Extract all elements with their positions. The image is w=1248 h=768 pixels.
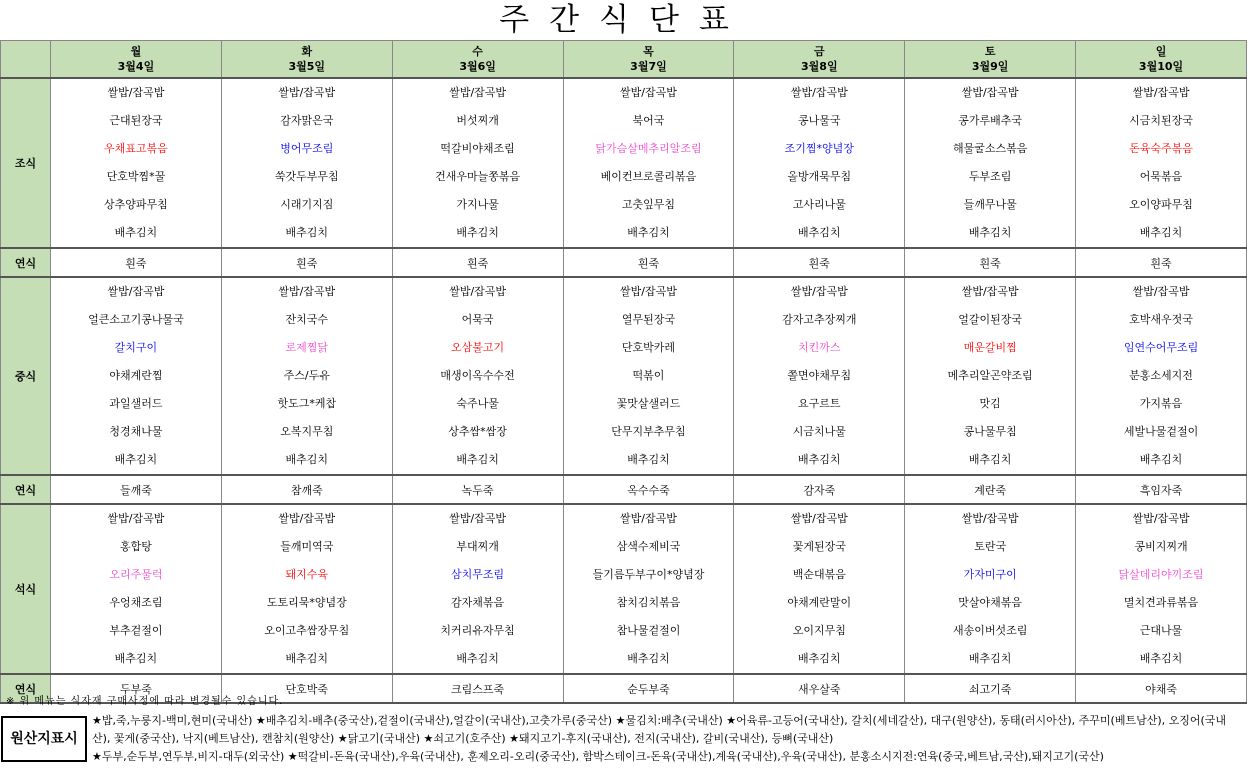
meal-cell	[563, 78, 734, 248]
menu-item: 핫도그*케찹	[277, 397, 337, 410]
snack-item: 새우살죽	[734, 674, 905, 703]
menu-item: 오리주물럭	[109, 568, 163, 581]
meal-cell	[392, 504, 563, 674]
menu-item: 북어국	[632, 114, 665, 127]
menu-item: 쫄면야채무침	[787, 369, 852, 382]
weekly-menu-table	[0, 40, 1247, 704]
snack-item: 흰죽	[1076, 248, 1247, 277]
snack-item: 흰죽	[734, 248, 905, 277]
meal-cell	[51, 277, 222, 475]
menu-item: 삼색수제비국	[616, 540, 681, 553]
menu-body	[1, 78, 1247, 703]
meal-cell	[221, 277, 392, 475]
snack-item: 크림스프죽	[392, 674, 563, 703]
menu-item: 배추김치	[1139, 652, 1183, 665]
day-name: 일	[1155, 45, 1167, 58]
menu-item: 가지나물	[456, 198, 499, 211]
snack-item: 참깨죽	[221, 475, 392, 504]
menu-item: 쌀밥/잡곡밥	[107, 512, 165, 525]
menu-item: 배추김치	[798, 453, 841, 466]
menu-item: 들깨무나물	[963, 198, 1017, 211]
origin-line-1: ★밥,죽,누룽지-백미,현미(국내산) ★배추김치-배추(중국산),겉절이(국내산),얼갈이(국내산),고춧가루(중국산) ★물김치:배추(국내산) ★어육류-고등어(국내산), 갈치(세네갈산), 대구(원양산), 동태(러시아산), 주꾸미(베트남산), 오징어(국내산), 꽃게(중국산), 낙지(베트남산), 캔참치(원양산) ★닭고기(국내산) ★쇠고기(호주산) ★돼지고기-후지(국내산), 전지(국내산), 갈비(국내산), 등뼈(국내산)	[92, 714, 1227, 745]
menu-item: 배추김치	[456, 652, 499, 665]
menu-item: 꽃맛살샐러드	[616, 397, 681, 410]
meal-row	[1, 277, 1247, 475]
menu-item: 새송이버섯조림	[952, 624, 1028, 637]
menu-item: 가지볶음	[1139, 397, 1183, 410]
menu-item: 백순대볶음	[792, 568, 846, 581]
menu-item: 청경채나물	[109, 425, 163, 438]
menu-item: 참나물겉절이	[616, 624, 681, 637]
day-date: 3월5일	[288, 60, 326, 73]
menu-item: 로제찜닭	[285, 341, 329, 354]
menu-item: 배추김치	[968, 652, 1012, 665]
origin-text	[92, 712, 1244, 766]
menu-item: 메추리알곤약조림	[947, 369, 1033, 382]
menu-item: 야채계란찜	[109, 369, 163, 382]
menu-item: 쌀밥/잡곡밥	[620, 86, 677, 99]
menu-item: 도토리묵*양념장	[266, 596, 347, 609]
snack-item: 야채죽	[1076, 674, 1247, 703]
meal-cell	[563, 277, 734, 475]
corner-cell	[1, 41, 51, 79]
meal-cell	[1076, 78, 1247, 248]
menu-item: 잔치국수	[285, 313, 329, 326]
menu-item: 임연수어무조림	[1123, 341, 1199, 354]
meal-cell	[563, 504, 734, 674]
menu-item: 두부조림	[968, 170, 1012, 183]
menu-item: 배추김치	[114, 226, 158, 239]
day-header	[563, 41, 734, 79]
menu-item: 쌀밥/잡곡밥	[961, 285, 1019, 298]
menu-item: 배추김치	[968, 453, 1012, 466]
menu-item: 얼큰소고기콩나물국	[88, 313, 184, 326]
snack-item: 감자죽	[734, 475, 905, 504]
day-header	[1076, 41, 1247, 79]
snack-item: 녹두죽	[392, 475, 563, 504]
snack-item: 계란죽	[905, 475, 1076, 504]
menu-item: 해물굴소스볶음	[952, 142, 1028, 155]
day-date: 3월6일	[459, 60, 496, 73]
menu-item: 배추김치	[798, 652, 841, 665]
day-date: 3월9일	[971, 60, 1009, 73]
menu-item: 우채표고볶음	[104, 142, 168, 155]
snack-item: 쇠고기죽	[905, 674, 1076, 703]
menu-item: 쌀밥/잡곡밥	[620, 285, 677, 298]
day-date: 3월8일	[801, 60, 838, 73]
menu-item: 오이양파무침	[1129, 198, 1193, 211]
menu-item: 고사리나물	[792, 198, 846, 211]
menu-item: 쑥갓두부무침	[274, 170, 339, 183]
menu-item: 쌀밥/잡곡밥	[1132, 512, 1190, 525]
menu-item: 닭가슴살메추리알조림	[595, 142, 702, 155]
menu-item: 감자맑은국	[280, 114, 334, 127]
menu-item: 배추김치	[285, 652, 329, 665]
menu-item: 치킨까스	[798, 341, 841, 354]
menu-item: 쌀밥/잡곡밥	[1132, 285, 1190, 298]
menu-item: 오이지무침	[792, 624, 846, 637]
menu-item: 요구르트	[798, 397, 841, 410]
menu-item: 쌀밥/잡곡밥	[278, 285, 336, 298]
menu-item: 떡볶이	[632, 369, 665, 382]
menu-item: 맛김	[979, 397, 1001, 410]
day-name: 화	[301, 45, 313, 58]
meal-cell	[1076, 277, 1247, 475]
snack-item: 흰죽	[221, 248, 392, 277]
menu-item: 부추겉절이	[109, 624, 163, 637]
menu-item: 꽃게된장국	[792, 540, 846, 553]
menu-item: 콩가루배추국	[958, 114, 1023, 127]
menu-item: 배추김치	[1139, 226, 1183, 239]
menu-item: 시금치나물	[792, 425, 846, 438]
menu-item: 병어무조림	[280, 142, 334, 155]
menu-item: 조기찜*양념장	[784, 142, 854, 155]
menu-item: 쌀밥/잡곡밥	[790, 285, 848, 298]
menu-item: 콩나물무침	[963, 425, 1017, 438]
menu-item: 주스/두유	[283, 369, 330, 382]
meal-cell	[734, 277, 905, 475]
menu-item: 세발나물겉절이	[1123, 425, 1199, 438]
menu-item: 쌀밥/잡곡밥	[449, 285, 507, 298]
day-header-row	[1, 41, 1247, 79]
menu-item: 배추김치	[627, 226, 670, 239]
menu-item: 상추쌈*쌈장	[448, 425, 507, 438]
meal-cell	[734, 78, 905, 248]
menu-item: 쌀밥/잡곡밥	[449, 512, 507, 525]
menu-item: 맛살야채볶음	[958, 596, 1023, 609]
day-header	[734, 41, 905, 79]
menu-item: 쌀밥/잡곡밥	[790, 512, 848, 525]
menu-item: 매운갈비찜	[963, 341, 1017, 354]
menu-item: 쌀밥/잡곡밥	[278, 512, 336, 525]
menu-item: 분홍소세지전	[1129, 369, 1193, 382]
menu-item: 어묵국	[461, 313, 494, 326]
menu-item: 버섯찌개	[456, 114, 499, 127]
meal-cell	[1076, 504, 1247, 674]
day-name: 목	[643, 45, 654, 58]
page-title: 주간식단표	[499, 2, 749, 38]
menu-item: 쌀밥/잡곡밥	[790, 86, 848, 99]
snack-item: 두부죽	[51, 674, 222, 703]
day-date: 3월7일	[630, 60, 667, 73]
meal-cell	[51, 78, 222, 248]
meal-cell	[905, 277, 1076, 475]
menu-item: 근대된장국	[109, 114, 163, 127]
menu-item: 고춧잎무침	[621, 198, 676, 211]
menu-item: 올방개묵무침	[787, 170, 852, 183]
menu-item: 쌀밥/잡곡밥	[449, 86, 507, 99]
menu-item: 닭살데리야끼조림	[1118, 568, 1204, 581]
meal-cell	[221, 504, 392, 674]
menu-item: 쌀밥/잡곡밥	[107, 285, 165, 298]
menu-item: 치커리유자무침	[440, 624, 515, 637]
menu-item: 갈치구이	[114, 341, 158, 354]
menu-item: 오복지무침	[280, 425, 334, 438]
menu-item: 건새우마늘쫑볶음	[435, 170, 521, 183]
menu-item: 단호박찜*꿀	[106, 170, 166, 183]
day-date: 3월10일	[1138, 60, 1184, 73]
menu-item: 근대나물	[1139, 624, 1183, 637]
menu-item: 배추김치	[285, 453, 329, 466]
menu-item: 숙주나물	[456, 397, 499, 410]
meal-cell	[734, 504, 905, 674]
snack-item: 흰죽	[905, 248, 1076, 277]
day-header	[905, 41, 1076, 79]
day-name: 금	[813, 45, 825, 58]
menu-item: 쌀밥/잡곡밥	[1132, 86, 1190, 99]
meal-cell	[905, 504, 1076, 674]
menu-item: 토란국	[974, 540, 1007, 553]
menu-item: 떡갈비야채조림	[440, 142, 515, 155]
meal-row	[1, 78, 1247, 248]
menu-item: 배추김치	[456, 226, 499, 239]
menu-item: 열무된장국	[621, 313, 676, 326]
menu-item: 돈육숙주볶음	[1129, 142, 1193, 155]
menu-item: 감자채볶음	[451, 596, 505, 609]
meal-label: 연식	[1, 248, 51, 277]
meal-label: 석식	[1, 504, 51, 674]
menu-item: 배추김치	[114, 453, 158, 466]
menu-item: 콩나물국	[798, 114, 841, 127]
menu-item: 참치김치볶음	[616, 596, 681, 609]
menu-item: 호박새우젓국	[1129, 313, 1193, 326]
snack-item: 단호박죽	[221, 674, 392, 703]
menu-item: 우엉채조림	[109, 596, 163, 609]
meal-row	[1, 504, 1247, 674]
menu-item: 콩비지찌개	[1134, 540, 1188, 553]
menu-item: 시래기지짐	[280, 198, 334, 211]
day-name: 토	[984, 45, 996, 58]
origin-line-2: ★두부,순두부,연두부,비지-대두(외국산) ★떡갈비-돈육(국내산),우육(국내산), 훈제오리-오리(중국산), 함박스테이크-돈육(국내산),계육(국내산),우육(국내산), 분홍소시지전:연육(중국,베트남,국산),돼지고기(국산)	[92, 750, 1104, 763]
menu-item: 상추양파무침	[104, 198, 168, 211]
menu-item: 매생이옥수수전	[440, 369, 515, 382]
meal-cell	[392, 277, 563, 475]
snack-item: 흑임자죽	[1076, 475, 1247, 504]
meal-cell	[392, 78, 563, 248]
menu-item: 부대찌개	[456, 540, 499, 553]
menu-item: 쌀밥/잡곡밥	[961, 512, 1019, 525]
menu-item: 쌀밥/잡곡밥	[620, 512, 677, 525]
day-header	[221, 41, 392, 79]
snack-row	[1, 475, 1247, 504]
menu-item: 배추김치	[114, 652, 158, 665]
menu-item: 가자미구이	[963, 568, 1017, 581]
day-header	[392, 41, 563, 79]
menu-item: 시금치된장국	[1129, 114, 1193, 127]
menu-item: 단호박카레	[621, 341, 676, 354]
menu-item: 오삼불고기	[451, 341, 505, 354]
origin-label: 원산지표시	[1, 716, 87, 762]
menu-item: 배추김치	[627, 652, 670, 665]
day-name: 수	[472, 45, 483, 58]
menu-item: 홍합탕	[119, 540, 152, 553]
snack-item: 옥수수죽	[563, 475, 734, 504]
menu-item: 쌀밥/잡곡밥	[107, 86, 165, 99]
menu-item: 들기름두부구이*양념장	[592, 568, 705, 581]
meal-label: 중식	[1, 277, 51, 475]
menu-item: 베이컨브로콜리볶음	[600, 170, 697, 183]
snack-item: 들깨죽	[51, 475, 222, 504]
menu-item: 단무지부추무침	[611, 425, 686, 438]
snack-item: 흰죽	[51, 248, 222, 277]
menu-item: 들깨미역국	[280, 540, 334, 553]
menu-item: 배추김치	[456, 453, 499, 466]
menu-item: 야채계란말이	[787, 596, 852, 609]
menu-item: 오이고추쌈장무침	[264, 624, 350, 637]
menu-item: 삼치무조림	[451, 568, 505, 581]
snack-item: 흰죽	[392, 248, 563, 277]
menu-item: 배추김치	[798, 226, 841, 239]
snack-item: 순두부죽	[563, 674, 734, 703]
menu-item: 배추김치	[285, 226, 329, 239]
meal-label: 연식	[1, 674, 51, 703]
menu-item: 배추김치	[1139, 453, 1183, 466]
menu-item: 멸치견과류볶음	[1123, 596, 1199, 609]
menu-item: 배추김치	[627, 453, 670, 466]
day-name: 월	[130, 45, 142, 58]
menu-item: 얼갈이된장국	[958, 313, 1023, 326]
meal-cell	[905, 78, 1076, 248]
menu-item: 배추김치	[968, 226, 1012, 239]
meal-cell	[51, 504, 222, 674]
menu-item: 쌀밥/잡곡밥	[961, 86, 1019, 99]
day-header	[51, 41, 222, 79]
menu-item: 감자고추장찌개	[782, 313, 857, 326]
meal-label: 연식	[1, 475, 51, 504]
menu-item: 과일샐러드	[109, 397, 163, 410]
notice-text: ※ 위 메뉴는 식자재 구매사정에 따라 변경될수 있습니다.	[6, 696, 284, 707]
snack-row	[1, 248, 1247, 277]
menu-item: 어묵볶음	[1139, 170, 1183, 183]
menu-item: 쌀밥/잡곡밥	[278, 86, 336, 99]
snack-item: 흰죽	[563, 248, 734, 277]
meal-cell	[221, 78, 392, 248]
meal-label: 조식	[1, 78, 51, 248]
day-date: 3월4일	[117, 60, 155, 73]
menu-item: 돼지수육	[285, 568, 329, 581]
